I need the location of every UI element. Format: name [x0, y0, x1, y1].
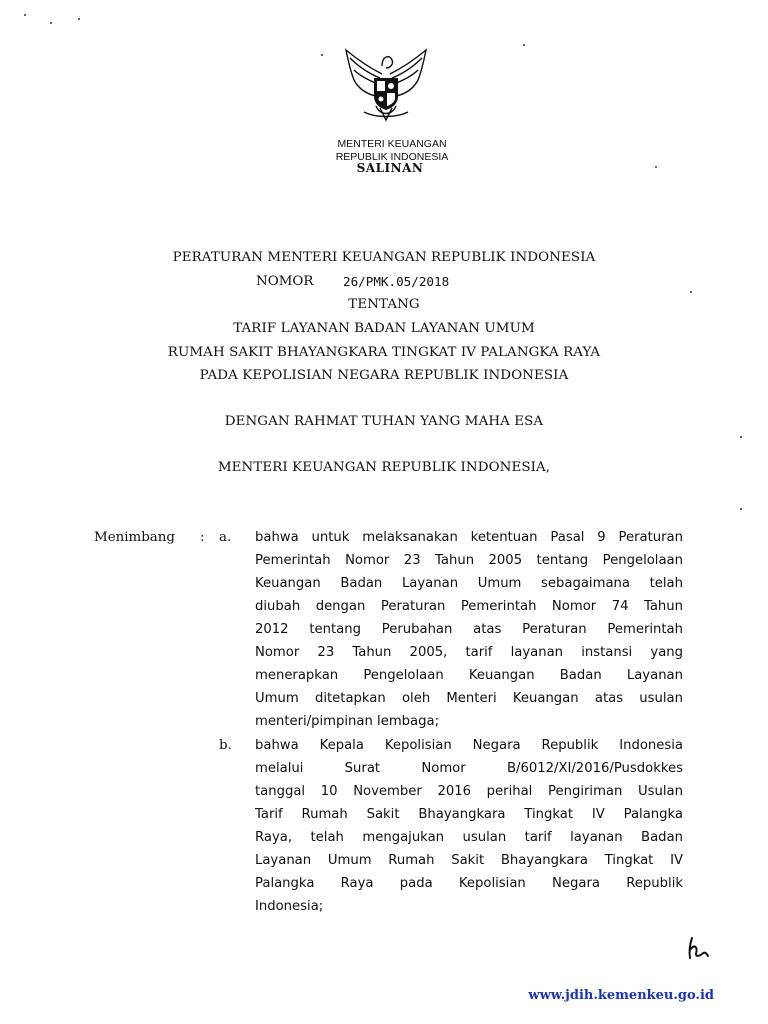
tentang-heading: TENTANG [348, 297, 420, 312]
institution-line-1: MENTERI KEUANGAN [337, 138, 447, 150]
text-line: menerapkan Pengelolaan Keuangan Badan Layanan [255, 668, 683, 683]
item-letter: a. [219, 530, 232, 545]
institution-line-2: REPUBLIK INDONESIA [335, 151, 449, 163]
scan-speck [78, 18, 80, 20]
scan-speck [24, 14, 26, 16]
text-line: melalui Surat Nomor B/6012/XI/2016/Pusdokkes [255, 761, 683, 776]
considering-item-a [255, 526, 683, 733]
initial-signature-icon [684, 934, 714, 962]
text-line: menteri/pimpinan lembaga; [255, 714, 440, 729]
considering-label: Menimbang [94, 530, 175, 545]
regulation-title: PERATURAN MENTERI KEUANGAN REPUBLIK INDONESIA [172, 250, 596, 265]
scan-speck [740, 436, 742, 438]
item-letter: b. [219, 738, 232, 753]
considering-colon: : [200, 530, 205, 545]
issuer: MENTERI KEUANGAN REPUBLIK INDONESIA, [217, 460, 551, 475]
text-line: tanggal 10 November 2016 perihal Pengiriman Usulan [255, 784, 683, 799]
text-line: Nomor 23 Tahun 2005, tarif layanan instansi yang [255, 645, 683, 660]
subject-line-3: PADA KEPOLISIAN NEGARA REPUBLIK INDONESIA [199, 368, 569, 383]
text-line: Raya, telah mengajukan usulan tarif layanan Badan [255, 830, 683, 845]
subject-line-1: TARIF LAYANAN BADAN LAYANAN UMUM [233, 321, 535, 336]
text-line: Layanan Umum Rumah Sakit Bhayangkara Tingkat IV [255, 853, 683, 868]
scan-speck [740, 508, 742, 510]
text-line: bahwa untuk melaksanakan ketentuan Pasal 9 Peraturan [255, 530, 683, 545]
text-line: Keuangan Badan Layanan Umum sebagaimana telah [255, 576, 683, 591]
nomor-label: NOMOR [256, 274, 314, 289]
text-line: Umum ditetapkan oleh Menteri Keuangan atas usulan [255, 691, 683, 706]
text-line: Tarif Rumah Sakit Bhayangkara Tingkat IV Palangka [255, 807, 683, 822]
scan-speck [655, 166, 657, 168]
salinan-stamp: SALINAN [356, 161, 424, 175]
text-line: diubah dengan Peraturan Pemerintah Nomor 74 Tahun [255, 599, 683, 614]
text-line: Indonesia; [255, 899, 324, 914]
scan-speck [690, 291, 692, 293]
invocation: DENGAN RAHMAT TUHAN YANG MAHA ESA [224, 414, 544, 429]
nomor-value: 26/PMK.05/2018 [343, 274, 450, 289]
jdih-url-link[interactable]: www.jdih.kemenkeu.go.id [528, 988, 714, 1003]
text-line: Palangka Raya pada Kepolisian Negara Republik [255, 876, 683, 891]
text-line: Pemerintah Nomor 23 Tahun 2005 tentang Pengelolaan [255, 553, 683, 568]
scan-speck [523, 44, 525, 46]
considering-item-b [255, 734, 683, 918]
garuda-emblem-icon [336, 44, 436, 126]
scan-speck [321, 54, 323, 56]
text-line: bahwa Kepala Kepolisian Negara Republik Indonesia [255, 738, 683, 753]
text-line: 2012 tentang Perubahan atas Peraturan Pemerintah [255, 622, 683, 637]
regulation-number [256, 274, 450, 289]
subject-line-2: RUMAH SAKIT BHAYANGKARA TINGKAT IV PALANGKA RAYA [167, 345, 601, 360]
scan-speck [50, 22, 52, 24]
